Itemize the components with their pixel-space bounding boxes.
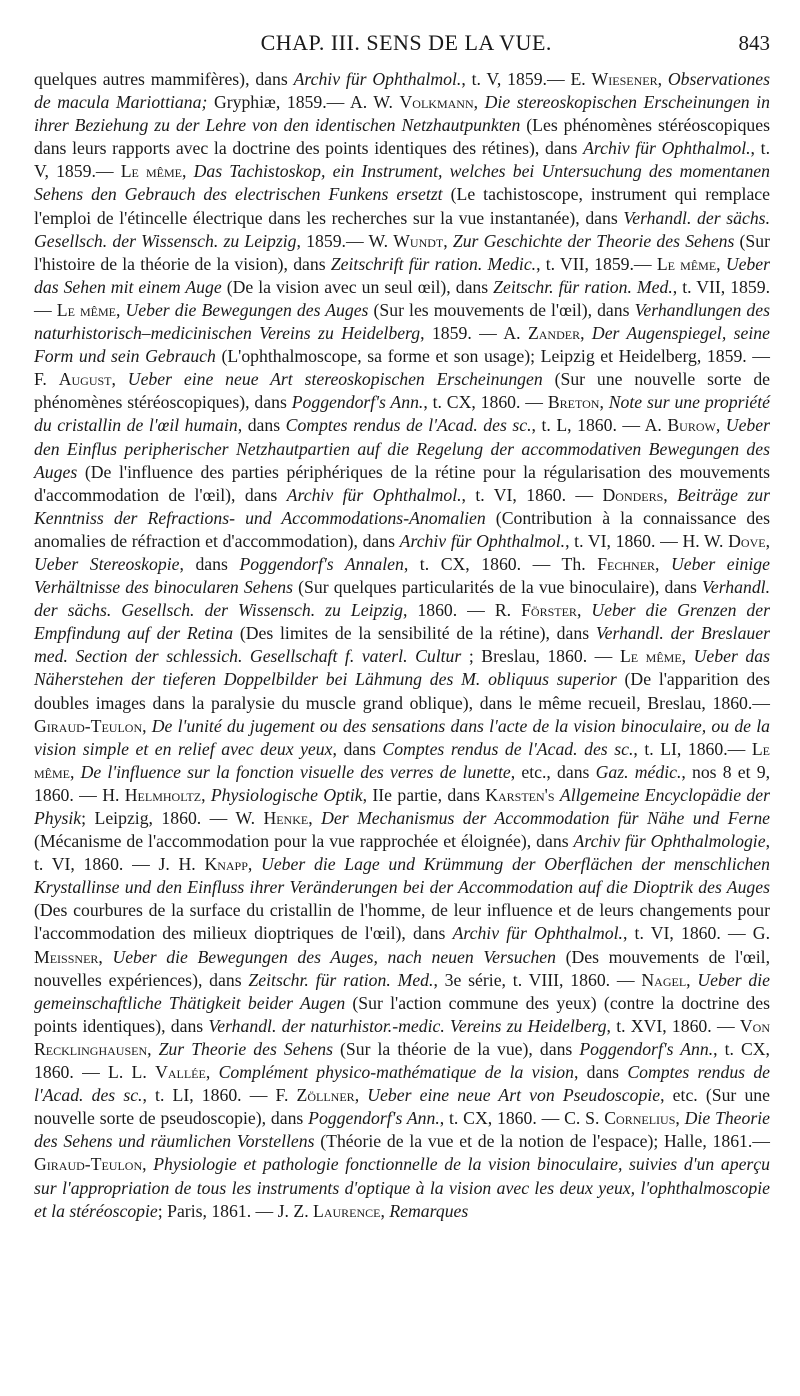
text-run: (Des courbures de la surface du cristallin de l'homme, de leur influence et de leurs changements pour l'accommodation des milieux dioptriques de l'œil), dans bbox=[34, 900, 770, 944]
author-name: Donders bbox=[602, 484, 664, 505]
text-run: , bbox=[98, 946, 113, 967]
text-run: , t. VI, 1860. — G. bbox=[622, 923, 771, 944]
author-name: Meissner bbox=[34, 946, 99, 967]
italic-title: De l'influence sur la fonction visuelle des verres de lunette bbox=[80, 761, 511, 782]
text-run: , 3e série, t. VIII, 1860. — bbox=[433, 969, 642, 990]
italic-title: Der Mechanismus der Accommodation für Nähe und Ferne bbox=[321, 808, 771, 828]
author-name: Förster bbox=[521, 600, 577, 621]
italic-title: Verhandl. der sächs. Gesellsch. der Wissensch. zu Leipzig bbox=[34, 577, 770, 621]
text-run: , bbox=[765, 530, 771, 551]
text-run: , t. LI, 1860. — F. bbox=[142, 1085, 297, 1106]
italic-title: Zeitschr. für ration. Med. bbox=[248, 969, 434, 990]
italic-title: Comptes rendus de l'Acad. des sc. bbox=[34, 1062, 771, 1106]
text-run: , dans bbox=[573, 1062, 628, 1083]
text-run: , bbox=[201, 784, 211, 805]
italic-title: Gaz. médic. bbox=[595, 761, 682, 782]
italic-title: Verhandl. der naturhistor.-medic. Vereins zu Heidelberg bbox=[208, 1015, 607, 1036]
text-run: (Sur la théorie de la vue), dans bbox=[332, 1038, 580, 1059]
text-run: , dans bbox=[179, 553, 240, 574]
text-run: quelques autres mammifères), dans bbox=[34, 69, 294, 89]
text-run: , 1860. — R. bbox=[402, 600, 522, 621]
italic-title: Das Tachistoskop, ein Instrument, welches bei Untersuchung des momentanen Sehens den Gebrauch des electrischen Funkens ersetzt bbox=[34, 161, 770, 205]
text-run: , bbox=[380, 1200, 390, 1221]
text-run: , 1859.— W. bbox=[296, 230, 394, 251]
italic-title: Comptes rendus de l'Acad. des sc. bbox=[382, 738, 634, 759]
text-run: (Sur l'action commune des yeux) (contre la doctrine des points identiques), dans bbox=[34, 992, 770, 1036]
italic-title: Physiologische Optik bbox=[210, 784, 363, 805]
author-name: Karsten's bbox=[485, 784, 555, 805]
page-number: 843 bbox=[738, 31, 770, 55]
text-run: , bbox=[655, 553, 672, 574]
text-run: , bbox=[715, 415, 726, 436]
italic-title: Zeitschrift für ration. Medic. bbox=[330, 253, 537, 274]
italic-title: Archiv für Ophthalmol. bbox=[286, 484, 462, 505]
text-run: , t. V, 1859.— E. bbox=[461, 69, 592, 89]
text-run: , bbox=[147, 1038, 159, 1059]
text-run: , t. V, 1859.— bbox=[34, 138, 770, 182]
italic-title: Ueber die Lage und Krümmung der Oberflächen der menschlichen Krystallinse und den Einfluss ihrer Veränderungen bei der Accommodation auf die Dioptrik des Auges bbox=[34, 854, 770, 898]
text-run: , bbox=[142, 715, 152, 736]
italic-title: Archiv für Ophthalmologie bbox=[573, 831, 766, 852]
italic-title: Complément physico-mathématique de la vision bbox=[218, 1062, 574, 1083]
text-run: (Sur l'histoire de la théorie de la vision), dans bbox=[34, 230, 770, 274]
italic-title: Note sur une propriété du cristallin de l'œil humain bbox=[34, 392, 771, 436]
author-name: Breton bbox=[547, 392, 600, 413]
text-run: , t. L, 1860. — A. bbox=[531, 415, 668, 436]
italic-title: Comptes rendus de l'Acad. des sc. bbox=[285, 415, 532, 436]
author-name: Dove bbox=[728, 530, 766, 551]
text-run: (Sur une nouvelle sorte de phénomènes stéréoscopiques), dans bbox=[34, 369, 771, 413]
text-run: , bbox=[686, 969, 698, 990]
text-run: (Sur quelques particularités de la vue binoculaire), dans bbox=[293, 577, 703, 598]
author-name: Cornelius bbox=[604, 1108, 676, 1129]
text-run: , bbox=[308, 808, 322, 828]
author-name: Le même bbox=[120, 161, 183, 182]
author-name: Le même bbox=[56, 299, 116, 320]
italic-title: Ueber das Sehen mit einem Auge bbox=[34, 253, 771, 297]
italic-title: Ueber Stereoskopie bbox=[34, 553, 180, 574]
text-run: , t. VI, 1860. — J. H. bbox=[34, 831, 770, 875]
author-name: Von Recklinghausen bbox=[34, 1015, 770, 1059]
text-run: (De l'influence des parties périphériques de la rétine pour la régularisation des mouvements d'accommodation de l'œil), dans bbox=[34, 461, 770, 505]
text-run: ; Leipzig, 1860. — W. bbox=[81, 808, 264, 828]
italic-title: Ueber den Einflus peripherischer Netzhautpartien auf die Regelung der accommodativen Bewegungen des Auges bbox=[34, 415, 770, 482]
text-run: , nos 8 et 9, 1860. — H. bbox=[34, 761, 771, 805]
italic-title: Der Augenspiegel, seine Form und sein Gebrauch bbox=[34, 323, 771, 367]
author-name: Wiesener bbox=[591, 69, 658, 89]
text-run: , bbox=[354, 1085, 368, 1106]
italic-title: Zur Theorie des Sehens bbox=[158, 1038, 333, 1059]
text-run: , t. CX, 1860. — L. L. bbox=[34, 1038, 770, 1083]
text-run: (L'ophthalmoscope, sa forme et son usage); Leipzig et Heidelberg, 1859. — F. bbox=[34, 346, 770, 390]
text-run: , t. VII, 1859.— bbox=[536, 253, 657, 274]
text-run: (Des mouvements de l'œil, nouvelles expériences), dans bbox=[34, 946, 771, 990]
italic-title: Ueber eine neue Art von Pseudoscopie bbox=[367, 1085, 661, 1106]
text-run: Gryphiæ, 1859.— A. W. bbox=[207, 92, 400, 113]
italic-title: Observationes de macula Mariottiana; bbox=[34, 69, 771, 113]
author-name: Knapp bbox=[204, 854, 248, 875]
italic-title: Die Theorie des Sehens und räumlichen Vorstellens bbox=[34, 1108, 771, 1152]
italic-title: Archiv für Ophthalmol. bbox=[452, 923, 623, 944]
text-run: , dans bbox=[332, 738, 383, 759]
text-run: , t. VI, 1860. — H. W. bbox=[565, 530, 729, 551]
text-run: , bbox=[70, 761, 81, 782]
text-run: , bbox=[675, 1108, 685, 1129]
italic-title: Poggendorf's Ann. bbox=[291, 392, 424, 413]
author-name: Burow bbox=[667, 415, 716, 436]
author-name: Giraud-Teulon bbox=[34, 1154, 143, 1175]
text-run: , bbox=[115, 299, 126, 320]
text-run: , t. VI, 1860. — bbox=[461, 484, 603, 505]
text-run: (Théorie de la vue et de la notion de l'espace); Halle, 1861.— bbox=[314, 1131, 770, 1152]
italic-title: Zur Geschichte der Theorie des Sehens bbox=[452, 230, 735, 251]
text-run: (Les phénomènes stéréoscopiques dans leurs rapports avec la doctrine des points identiques des rétines), dans bbox=[34, 115, 770, 159]
italic-title: Die stereoskopischen Erscheinungen in ihrer Beziehung zu der Lehre von den identischen Netzhautpunkten bbox=[34, 92, 770, 136]
text-run: , bbox=[580, 323, 592, 344]
author-name: Helmholtz bbox=[124, 784, 202, 805]
italic-title: Ueber eine neue Art stereoskopischen Erscheinungen bbox=[127, 369, 543, 390]
author-name: Laurence bbox=[313, 1200, 381, 1221]
text-run: , dans bbox=[237, 415, 286, 436]
text-run: (De la vision avec un seul œil), dans bbox=[221, 276, 494, 297]
italic-title: Physiologie et pathologie fonctionnelle de la vision binoculaire, suivies d'un aperçu sur l'appropriation de tous les instruments d'optique à la vision avec les deux yeux, l'ophthalmoscopie et la stéréoscopie bbox=[34, 1154, 771, 1221]
italic-title: Archiv für Ophthalmol. bbox=[583, 138, 751, 159]
italic-title: Poggendorf's Ann. bbox=[579, 1038, 714, 1059]
text-run: (Sur les mouvements de l'œil), dans bbox=[368, 299, 635, 320]
author-name: Le même bbox=[34, 738, 771, 782]
author-name: Henke bbox=[263, 808, 309, 828]
italic-title: Verhandl. der sächs. Gesellsch. der Wissensch. zu Leipzig bbox=[34, 207, 770, 251]
text-run: , bbox=[599, 392, 609, 413]
italic-title: Remarques bbox=[389, 1200, 469, 1221]
text-run: , bbox=[716, 253, 726, 274]
page-header bbox=[34, 30, 770, 64]
text-run: , bbox=[142, 1154, 154, 1175]
text-run: (Le tachistoscope, instrument qui remplace l'emploi de l'étincelle électrique dans les recherches sur la vue instantanée), dans bbox=[34, 184, 770, 228]
text-run: , bbox=[473, 92, 485, 113]
author-name: Le même bbox=[619, 646, 682, 667]
text-run: , IIe partie, dans bbox=[362, 784, 486, 805]
text-run: ; Breslau, 1860. — bbox=[461, 646, 620, 667]
text-run: , bbox=[247, 854, 262, 875]
author-name: Fechner bbox=[597, 553, 656, 574]
italic-title: Ueber die Bewegungen des Auges bbox=[125, 299, 369, 320]
text-run: (Mécanisme de l'accommodation pour la vue rapprochée et éloignée), dans bbox=[34, 831, 574, 852]
text-run: , etc. (Sur une nouvelle sorte de pseudoscopie), dans bbox=[34, 1085, 770, 1129]
author-name: Vallée bbox=[155, 1062, 206, 1083]
bibliography-paragraph bbox=[34, 68, 770, 1223]
text-run: , t. LI, 1860.— bbox=[633, 738, 752, 759]
author-name: August bbox=[58, 369, 112, 390]
italic-title: Ueber das Näherstehen der tieferen Doppelbilder bei Lähmung des M. obliquus superior bbox=[34, 646, 770, 690]
text-run: (Contribution à la connaissance des anomalies de réfraction et d'accommodation), dans bbox=[34, 507, 770, 551]
italic-title: Verhandl. der Breslauer med. Section der schlessich. Gesellschaft f. vaterl. Cultur bbox=[34, 623, 770, 667]
text-run: , bbox=[111, 369, 128, 390]
author-name: Wundt bbox=[393, 230, 444, 251]
text-run: (Des limites de la sensibilité de la rétine), dans bbox=[233, 623, 596, 644]
text-run: , t. VII, 1859.— bbox=[34, 276, 770, 320]
italic-title: Ueber die gemeinschaftliche Thätigkeit beider Augen bbox=[34, 969, 771, 1013]
italic-title: Ueber die Grenzen der Empfindung auf der Retina bbox=[34, 600, 770, 644]
text-run: , bbox=[657, 69, 668, 89]
italic-title: Beiträge zur Kenntniss der Refractions- und Accommodations-Anomalien bbox=[34, 484, 770, 528]
text-run: , bbox=[443, 230, 453, 251]
italic-title: Zeitschr. für ration. Med. bbox=[493, 276, 673, 297]
text-run: , t. CX, 1860. — C. S. bbox=[439, 1108, 605, 1129]
italic-title: Archiv für Ophthalmol. bbox=[293, 69, 462, 89]
text-run: , bbox=[205, 1062, 219, 1083]
author-name: Nagel bbox=[641, 969, 687, 990]
author-name: Volkmann bbox=[399, 92, 474, 113]
italic-title: Ueber einige Verhältnisse des binocularen Sehens bbox=[34, 553, 770, 598]
author-name: Zöllner bbox=[296, 1085, 355, 1106]
italic-title: Archiv für Ophthalmol. bbox=[399, 530, 566, 551]
text-run: , t. CX, 1860. — Th. bbox=[403, 553, 598, 574]
text-run: , t. CX, 1860. — bbox=[423, 392, 548, 413]
text-run: (De l'apparition des doubles images dans la paralysie du muscle grand oblique), dans le même recueil, Breslau, 1860.— bbox=[34, 669, 770, 713]
text-run: , etc., dans bbox=[510, 761, 596, 782]
text-run: , bbox=[681, 646, 694, 667]
italic-title: Poggendorf's Annalen bbox=[239, 553, 404, 574]
text-run: , bbox=[576, 600, 592, 621]
text-run: , bbox=[182, 161, 194, 182]
italic-title: De l'unité du jugement ou des sensations dans l'acte de la vision binoculaire, ou de la vision simple et en relief avec deux yeux bbox=[34, 715, 771, 759]
text-run: , 1859. — A. bbox=[420, 323, 528, 344]
italic-title: Ueber die Bewegungen des Auges, nach neuen Versuchen bbox=[112, 946, 557, 967]
text-run: , bbox=[663, 484, 678, 505]
author-name: Zander bbox=[527, 323, 581, 344]
author-name: Le même bbox=[656, 253, 717, 274]
running-title: CHAP. III. SENS DE LA VUE. bbox=[260, 30, 552, 55]
italic-title: Poggendorf's Ann. bbox=[308, 1108, 440, 1129]
italic-title: Allgemeine Encyclopädie der Physik bbox=[34, 784, 770, 828]
text-run: , t. XVI, 1860. — bbox=[606, 1015, 740, 1036]
author-name: Giraud-Teulon bbox=[34, 715, 143, 736]
italic-title: Verhandlungen des naturhistorisch–medicinischen Vereins zu Heidelberg bbox=[34, 299, 770, 344]
text-run: ; Paris, 1861. — J. Z. bbox=[157, 1200, 314, 1221]
